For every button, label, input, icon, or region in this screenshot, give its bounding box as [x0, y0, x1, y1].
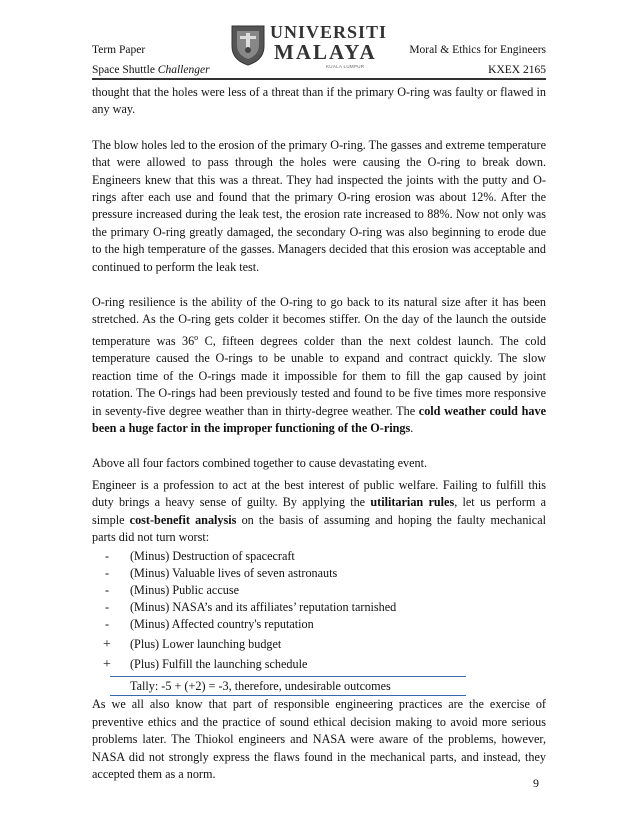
list-item-text: (Plus) Lower launching budget: [130, 637, 282, 652]
utilitarian-rules-bold: utilitarian rules: [370, 495, 455, 510]
resilience-text-mid: C, fifteen degrees colder than the next coldest launch. The cold temperature caused the O-rings to be unable to expand and contract quickly. The slow reaction time of the O-rings made it impossible for them to fill the gap caused by joint rotation. The O-rings had been previously tested and found to be five times more responsive in seventy-five degree weather than in thirty-degree weather. The: [92, 333, 546, 418]
list-item-text: (Minus) Affected country's reputation: [130, 617, 314, 632]
list-item-text: (Minus) Valuable lives of seven astronauts: [130, 566, 338, 581]
list-marker: -: [105, 583, 110, 598]
profession-text-start: Engineer is a profession to act at the best interest of public welfare. Failing to fulfill this duty brings a heavy sense of guilty. By applying the: [92, 477, 546, 510]
tally-box: Tally: -5 + (+2) = -3, therefore, undesirable outcomes: [110, 676, 466, 696]
list-item: [92, 548, 546, 565]
list-item: [92, 565, 546, 582]
university-logo: [230, 22, 388, 72]
paragraph-four-factors: Above all four factors combined together to cause devastating event.: [92, 456, 428, 471]
degree-superscript: o: [194, 332, 199, 342]
list-item-text: (Minus) NASA’s and its affiliates’ reputation tarnished: [130, 600, 397, 615]
header-subject-prefix: Space Shuttle: [92, 64, 158, 76]
plus-list: [92, 636, 546, 676]
resilience-bold-conclusion: cold weather could have been a huge factor in the improper functioning of the O-rings: [92, 403, 546, 435]
spacer: [92, 119, 546, 137]
resilience-text-end: .: [410, 420, 414, 435]
list-marker: -: [105, 566, 110, 581]
list-item: [92, 582, 546, 599]
logo-text-malaya: MALAYA: [274, 40, 377, 64]
cost-benefit-bold: cost-benefit analysis: [129, 512, 237, 527]
profession-text-end: on the basis of assuming and hoping the faulty mechanical parts did not turn worst:: [92, 512, 547, 544]
paragraph-preventive-ethics: As we all also know that part of responsible engineering practices are the exercise of preventive ethics and the practice of sound ethical decision making to avoid more serious problems later. The Thiokol engineers and NASA were aware of the problems, however, NASA did not strongly express the flaws found in the mechanical parts, and instead, they accepted them as a norm.: [92, 697, 546, 782]
header-term-paper: Term Paper: [92, 44, 146, 56]
list-item-text: (Minus) Public accuse: [130, 583, 239, 598]
list-marker: -: [105, 600, 110, 615]
page-body: [92, 84, 546, 783]
logo-text-subtitle: KUALA LUMPUR: [326, 64, 365, 69]
list-marker: -: [105, 549, 110, 564]
paragraph-oring-resilience: [92, 294, 546, 437]
list-item: [92, 656, 546, 676]
paragraph-blow-holes: The blow holes led to the erosion of the primary O-ring. The gasses and extreme temperature that were allowed to pass through the holes were causing the O-ring to break down. Engineers knew that this was a threat. They had inspected the joints with the putty and O-rings after each use and found that the primary O-ring erosion was about 12%. After the pressure increased during the leak test, the erosion rate increased to 88%. Now not only was the primary O-ring greatly damaged, the secondary O-ring was also beginning to erode due to the high temperature of the gasses. Managers decided that this erosion was acceptable and continued to perform the leak test.: [92, 137, 546, 274]
list-item: [92, 599, 546, 616]
page-number: 9: [533, 776, 539, 790]
paragraph-engineer-profession: [92, 477, 546, 547]
list-item-text: (Minus) Destruction of spacecraft: [130, 549, 295, 564]
profession-text-mid: , let us perform a simple: [92, 495, 546, 527]
list-marker: -: [105, 617, 110, 632]
minus-list: [92, 548, 546, 633]
spacer: [92, 437, 546, 455]
paragraph-continuation: thought that the holes were less of a threat than if the primary O-ring was faulty or flawed in any way.: [92, 85, 546, 117]
list-item: [92, 616, 546, 633]
resilience-text-start: O-ring resilience is the ability of the O-ring to go back to its natural size after it has been stretched. As the O-ring gets colder it becomes stiffer. On the day of the launch the outside temperature was 36: [92, 295, 546, 348]
list-item: [92, 636, 546, 656]
header-subject: [92, 64, 210, 76]
list-marker: +: [103, 657, 111, 673]
list-marker: +: [103, 637, 111, 653]
spacer: [92, 276, 546, 294]
logo-text-universiti: UNIVERSITI: [270, 22, 388, 42]
header-course-code: KXEX 2165: [488, 64, 546, 76]
list-item-text: (Plus) Fulfill the launching schedule: [130, 657, 308, 672]
header-divider: [92, 78, 546, 80]
header-course-title: Moral & Ethics for Engineers: [409, 44, 546, 56]
header-subject-name: Challenger: [157, 64, 210, 76]
university-crest-icon: [230, 24, 266, 66]
